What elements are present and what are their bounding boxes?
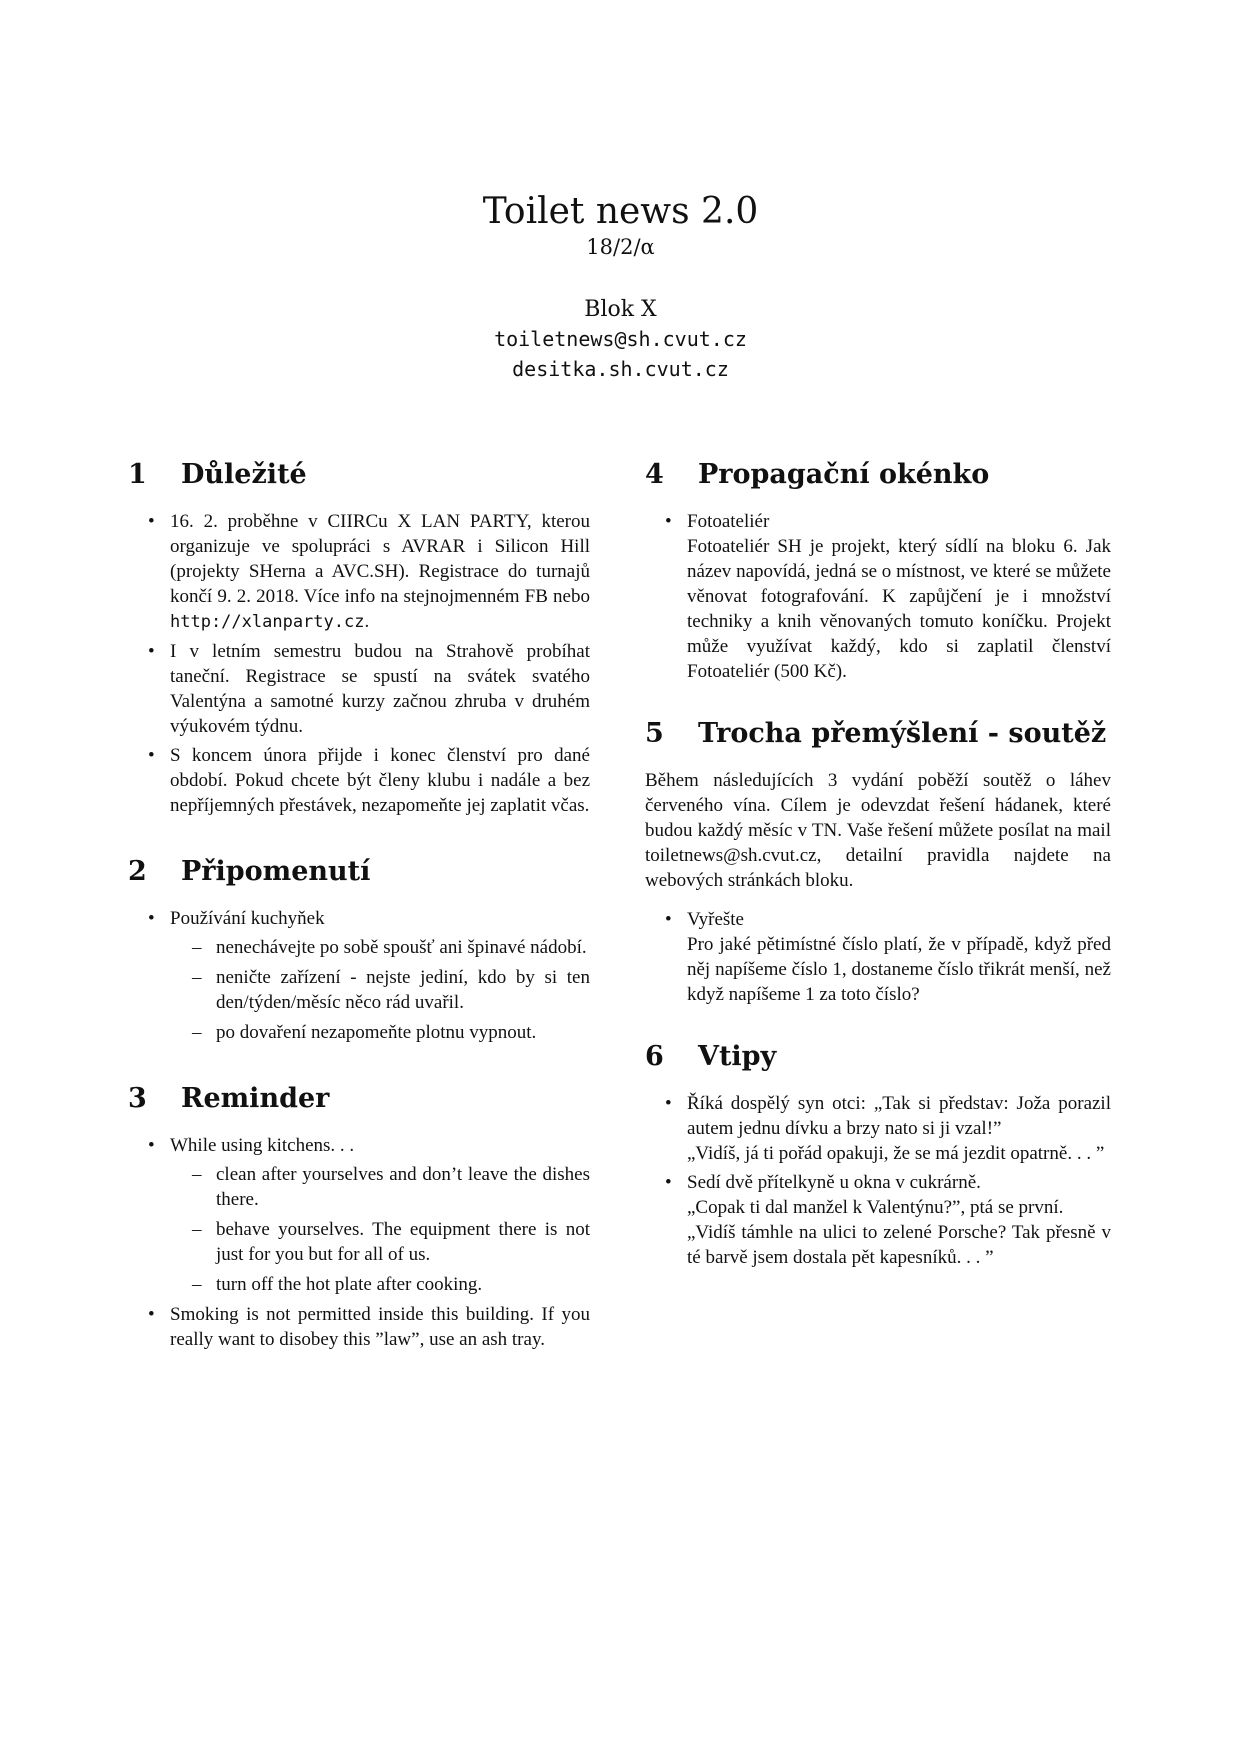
list-item-text: 16. 2. proběhne v CIIRCu X LAN PARTY, kterou organizuje ve spolupráci s AVRAR i Silicon Hill (projekty SHerna a AVC.SH). Registrace do turnajů končí 9. 2. 2018. Více info na stejnojmenném FB nebo xyxy=(170,511,590,607)
joke-line: „Vidíš, já ti pořád opakuji, že se má jezdit opatrně. . . ” xyxy=(687,1143,1105,1164)
document-title: Toilet news 2.0 xyxy=(482,191,759,232)
section-title: Propagační okénko xyxy=(698,459,990,490)
section-heading-1 xyxy=(128,455,590,495)
section-title: Reminder xyxy=(181,1083,330,1114)
list-item: • I v letním semestru budou na Strahově probíhat taneční. Registrace se spustí na svátek svatého Valentýna a samotné kurzy začnou zhruba v druhém výukovém týdnu. xyxy=(128,639,590,739)
bullet-list xyxy=(645,509,1111,684)
punctuation: . xyxy=(364,611,370,632)
sub-list-item: – behave yourselves. The equipment there is not just for you but for all of us. xyxy=(170,1217,590,1267)
website-address: desitka.sh.cvut.cz xyxy=(512,357,729,381)
document-author: Blok X xyxy=(584,297,657,322)
section-heading-5 xyxy=(645,714,1111,754)
list-item-body: Fotoateliér SH je projekt, který sídlí na bloku 6. Jak název napovídá, jedná se o místnost, ve které se můžete věnovat fotografování. K zapůjčení je i množství techniky a knih věnovaných tomuto koníčku. Projekt může využívat každý, kdo si zaplatil členství Fotoateliér (500 Kč). xyxy=(687,536,1111,682)
list-item-text: Používání kuchyňek xyxy=(170,908,325,929)
joke-line: • Říká dospělý syn otci: „Tak si představ: Joža porazil autem jednu dívku a brzy nato si ji vzal!” xyxy=(687,1093,1111,1139)
section-heading-3 xyxy=(128,1079,590,1119)
joke-line: „Copak ti dal manžel k Valentýnu?”, ptá se první. xyxy=(687,1197,1064,1218)
section-title: Důležité xyxy=(181,459,307,490)
list-item xyxy=(128,509,590,635)
section-number: 4 xyxy=(645,459,664,490)
section-number: 1 xyxy=(128,459,147,490)
section-heading-6 xyxy=(645,1037,1111,1077)
list-item-text: While using kitchens. . . xyxy=(170,1135,355,1156)
section-title: Trocha přemýšlení - soutěž xyxy=(698,718,1107,749)
list-item-heading: • Fotoateliér xyxy=(687,511,770,532)
sub-list-item: – po dovaření nezapomeňte plotnu vypnout. xyxy=(170,1020,590,1045)
right-column xyxy=(645,455,1111,1274)
sub-list-item: – nenechávejte po sobě spoušť ani špinavé nádobí. xyxy=(170,935,590,960)
list-item: • Smoking is not permitted inside this building. If you really want to disobey this ”law”, use an ash tray. xyxy=(128,1302,590,1352)
contact-email: toiletnews@sh.cvut.cz xyxy=(494,327,747,351)
joke-line: „Vidíš támhle na ulici to zelené Porsche? Tak přesně v té barvě jsem dostala pět kapesníků. . . ” xyxy=(687,1222,1111,1268)
bullet-list xyxy=(128,906,590,1045)
section-number: 3 xyxy=(128,1083,147,1114)
bullet-list xyxy=(645,1091,1111,1270)
section-number: 5 xyxy=(645,718,664,749)
bullet-list xyxy=(128,1133,590,1352)
sub-list xyxy=(170,935,590,1045)
list-item xyxy=(645,1091,1111,1166)
section-heading-2 xyxy=(128,852,590,892)
sub-list xyxy=(170,1162,590,1297)
list-item xyxy=(128,1133,590,1297)
left-column xyxy=(128,455,590,1356)
list-item xyxy=(645,907,1111,1007)
list-item xyxy=(645,509,1111,684)
section-heading-4 xyxy=(645,455,1111,495)
sub-list-item: – turn off the hot plate after cooking. xyxy=(170,1272,590,1297)
document-header xyxy=(0,190,1241,384)
bullet-list xyxy=(128,509,590,818)
sub-list-item: – clean after yourselves and don’t leave the dishes there. xyxy=(170,1162,590,1212)
section-number: 2 xyxy=(128,856,147,887)
list-item: • S koncem února přijde i konec členství pro dané období. Pokud chcete být členy klubu i nadále a bez nepříjemných přestávek, nezapomeňte jej zaplatit včas. xyxy=(128,743,590,818)
section-number: 6 xyxy=(645,1041,664,1072)
list-item-heading: • Vyřešte xyxy=(687,909,744,930)
list-item xyxy=(128,906,590,1045)
list-item xyxy=(645,1170,1111,1270)
bullet-list xyxy=(645,907,1111,1007)
joke-line: • Sedí dvě přítelkyně u okna v cukrárně. xyxy=(687,1172,981,1193)
section-title: Vtipy xyxy=(698,1041,777,1072)
xlanparty-link[interactable]: http://xlanparty.cz xyxy=(170,612,365,632)
list-item-body: Pro jaké pětimístné číslo platí, že v případě, když před něj napíšeme číslo 1, dostaneme číslo třikrát menší, než když napíšeme 1 za toto číslo? xyxy=(687,934,1111,1005)
paragraph: Během následujících 3 vydání poběží soutěž o láhev červeného vína. Cílem je odevzdat řešení hádanek, které budou každý měsíc v TN. Vaše řešení můžete posílat na mail toiletnews@sh.cvut.cz, detailní pravidla najdete na webových stránkách bloku. xyxy=(645,770,1111,891)
document-date: 18/2/α xyxy=(586,235,655,259)
sub-list-item: – neničte zařízení - nejste jediní, kdo by si ten den/týden/měsíc něco rád uvařil. xyxy=(170,965,590,1015)
section-title: Připomenutí xyxy=(181,856,371,887)
